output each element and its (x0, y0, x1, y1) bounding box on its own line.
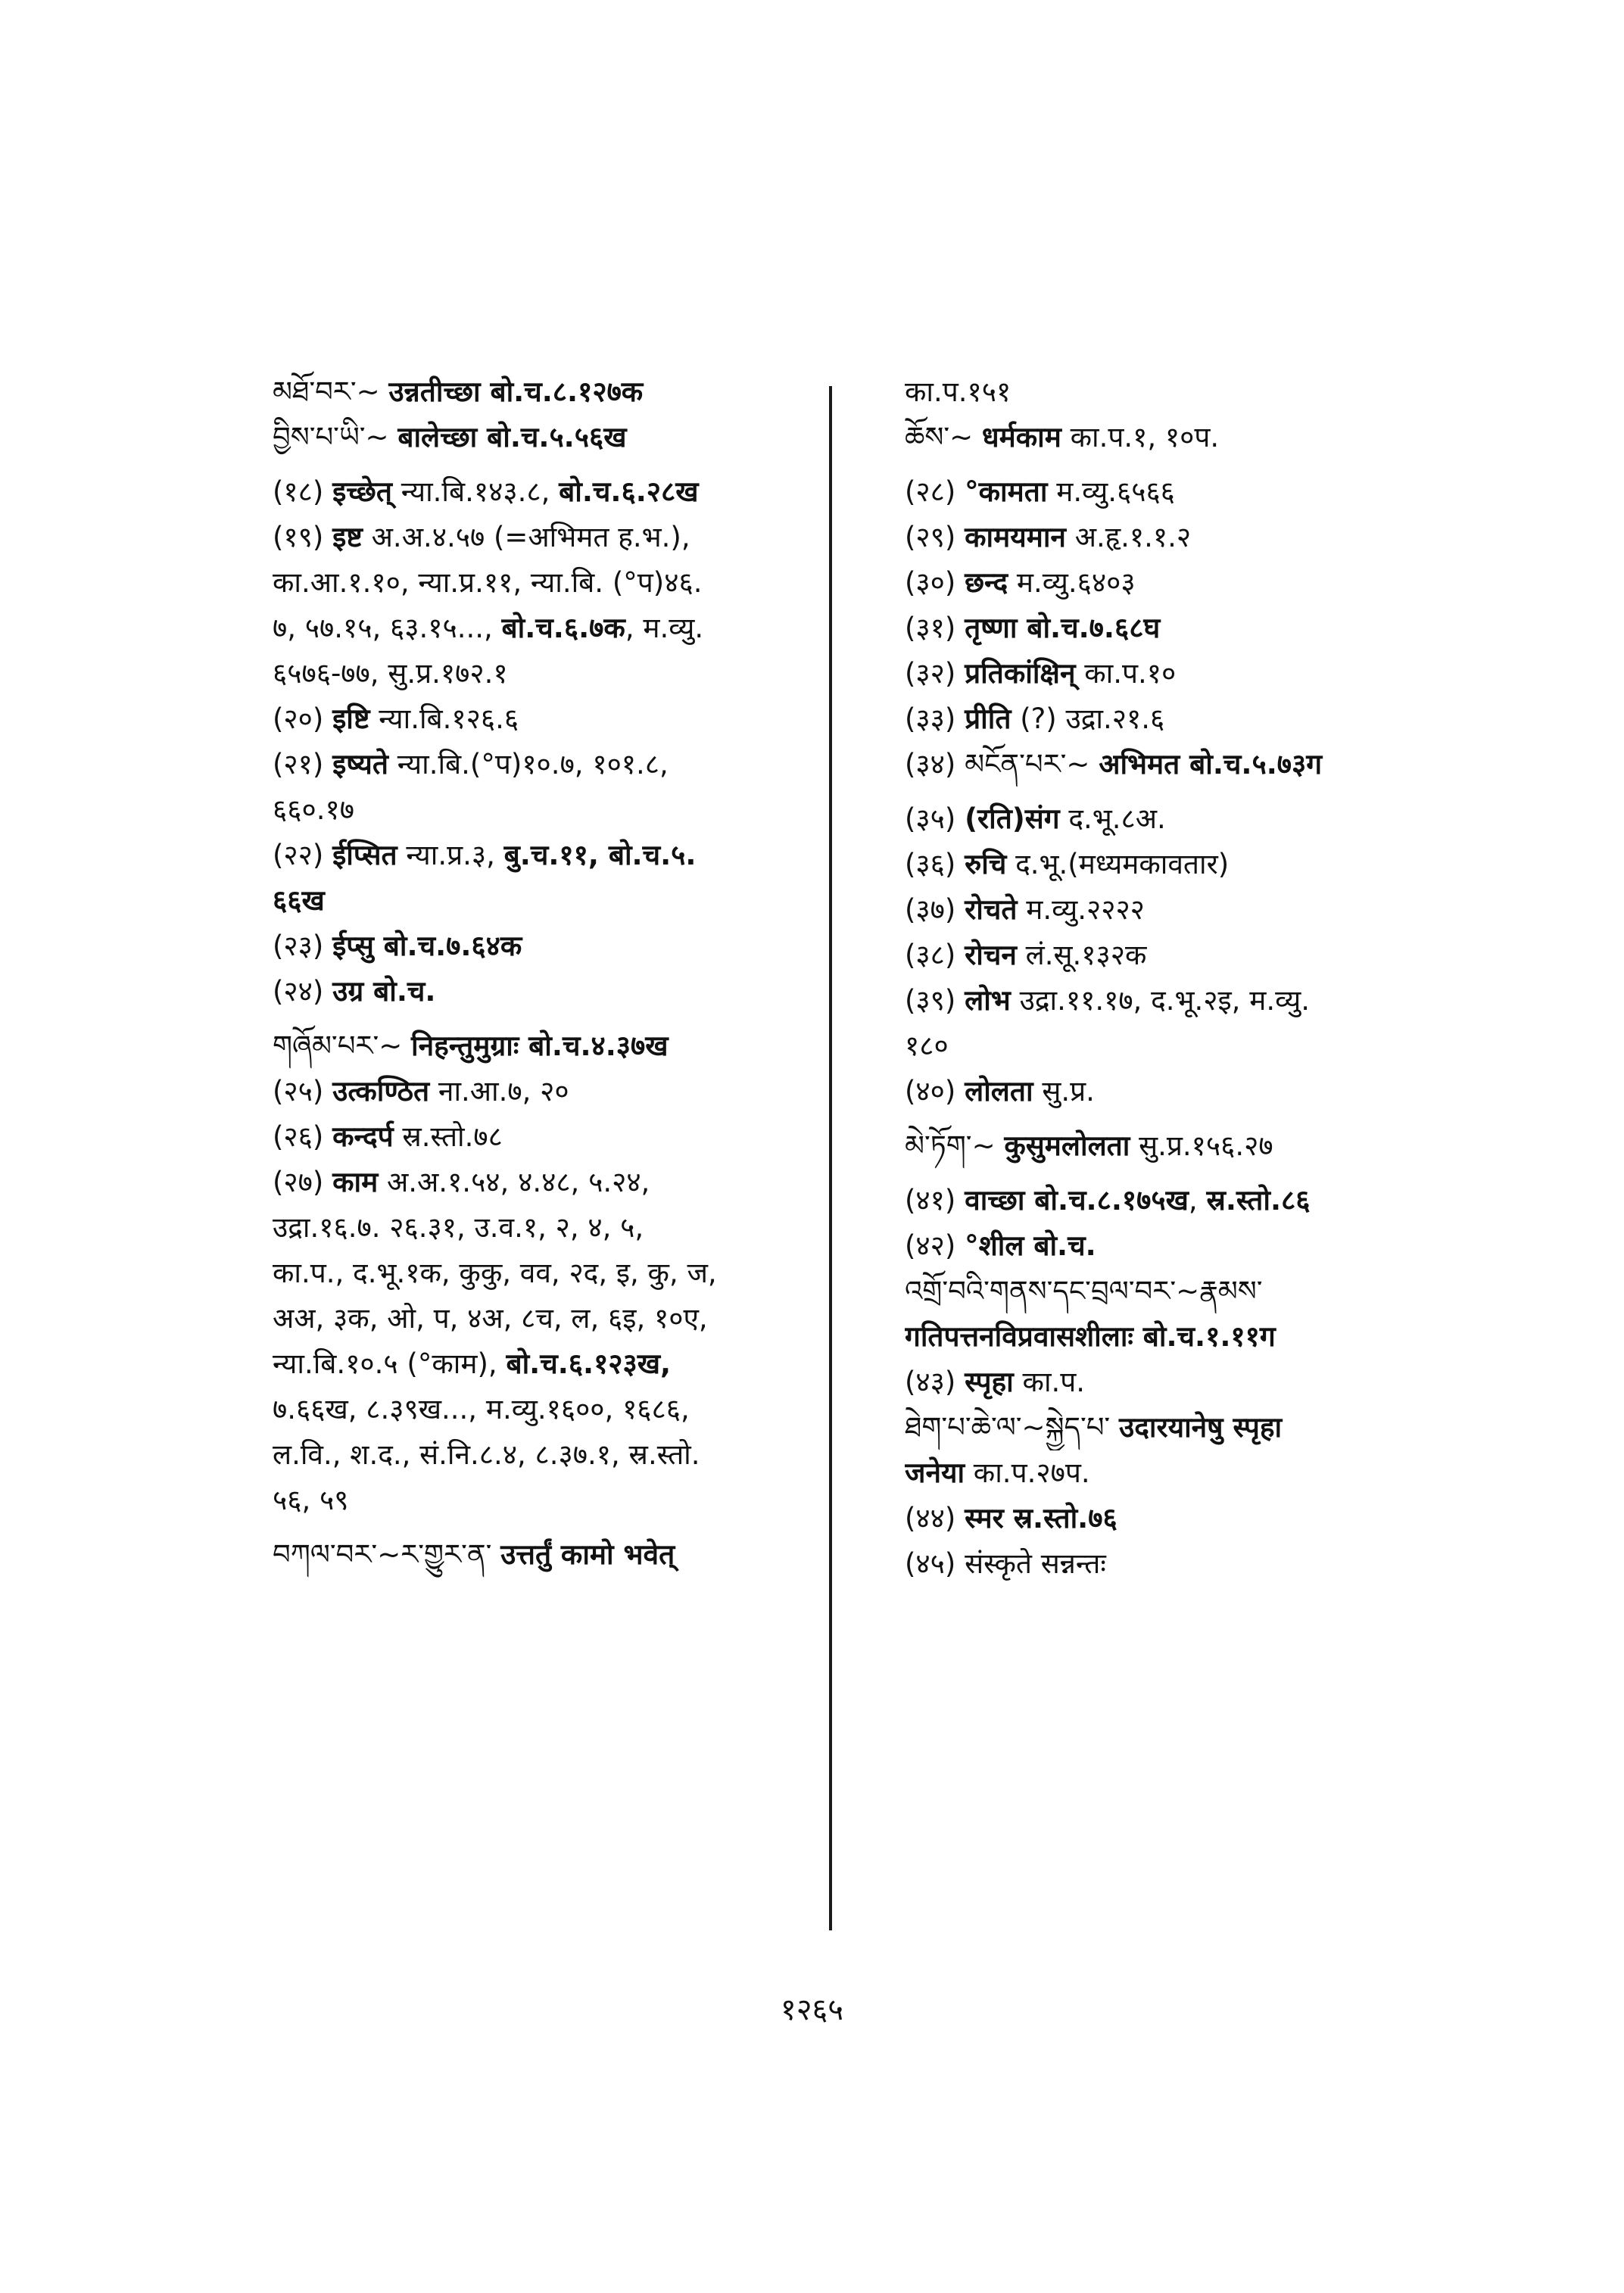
entry-line (905, 887, 1465, 933)
entry-line (905, 515, 1465, 560)
entry-line (905, 1269, 1465, 1314)
entry-text: लं.सू.१३२क (1016, 939, 1147, 971)
entry-text: (४४) (905, 1502, 965, 1534)
entry-text: (३२) (905, 657, 965, 690)
entry-text: བྱིས་པ་ཡི་~ (273, 421, 398, 453)
entry-term: उन्नतीच्छा (388, 375, 481, 408)
entry-text: (४२) (905, 1229, 965, 1262)
right-column (905, 369, 1465, 1587)
entry-term: इष्यते (332, 748, 388, 780)
entry-line (273, 1114, 818, 1160)
entry-line (905, 469, 1465, 515)
entry-text: का.प. (1013, 1366, 1086, 1398)
entry-text: द.भू.८अ. (1059, 802, 1166, 835)
entry-line (273, 1160, 818, 1205)
entry-term: बो.च.६.७क (501, 612, 625, 644)
entry-line (273, 1023, 818, 1069)
entry-term: उग्र बो.च. (332, 975, 436, 1008)
entry-line (273, 1251, 818, 1296)
entry-text: ६५७६-७७, सु.प्र.१७२.१ (273, 657, 508, 690)
entry-text: , म.व्यु. (625, 612, 704, 644)
entry-text: (२५) (273, 1075, 333, 1108)
entry-text: འགྲོ་བའི་གནས་དང་བྲལ་བར་~རྣམས་ (905, 1275, 1263, 1307)
entry-line (273, 1532, 818, 1578)
entry-text: न्या.बि.१४३.८, (391, 475, 560, 508)
entry-text: (१९) (273, 521, 333, 553)
entry-text: (२१) (273, 748, 333, 780)
entry-term: उदारयानेषु स्पृहा (1118, 1411, 1283, 1444)
entry-term: वाच्छा बो.च.८.१७५ख (965, 1184, 1189, 1217)
entry-text: म.व्यु.६४०३ (1008, 566, 1136, 599)
entry-text: (२९) (905, 521, 965, 553)
entry-term: स्मर स्र.स्तो.७६ (965, 1502, 1117, 1534)
entry-line (273, 1341, 818, 1387)
entry-line (905, 742, 1465, 787)
entry-text: (३६) (905, 848, 965, 880)
entry-line (273, 787, 818, 833)
entry-line (905, 1541, 1465, 1587)
entry-term: काम (332, 1166, 379, 1198)
entry-line (905, 978, 1465, 1023)
entry-line (273, 833, 818, 878)
entry-term: उत्तर्तुं कामो भवेत् (500, 1538, 675, 1571)
entry-line (905, 1496, 1465, 1541)
entry-term: अभिमत बो.च.५.७३ग (1099, 748, 1323, 780)
entry-term: ईप्सु बो.च.७.६४क (332, 930, 522, 962)
entry-line (273, 1205, 818, 1251)
entry-text: (४३) (905, 1366, 965, 1398)
entry-term: °कामता (965, 475, 1048, 508)
entry-text: (२२) (273, 839, 333, 871)
entry-line (273, 560, 818, 606)
entry-text: अ.अ.४.५७ (=अभिमत ह.भ.), (362, 521, 690, 553)
entry-term: जनेया (905, 1456, 965, 1489)
entry-text: (२३) (273, 930, 333, 962)
entry-text: न्या.बि.१०.५ (°काम), (273, 1347, 507, 1380)
entry-term: कामयमान (965, 521, 1066, 553)
entry-term: रोचन (965, 939, 1017, 971)
entry-text: མཐོ་བར་~ (273, 375, 389, 408)
entry-text: का.प., द.भू.१क, कुकु, वव, २द, इ, कु, ज, (273, 1257, 717, 1289)
entry-text: (२६) (273, 1120, 333, 1153)
entry-text: म.व्यु.६५६६ (1047, 475, 1175, 508)
entry-text: (४५) संस्कृते सन्नन्तः (905, 1547, 1106, 1580)
entry-line (273, 969, 818, 1014)
entry-line (273, 606, 818, 651)
entry-text: ཐེག་པ་ཆེ་ལ་~སྐྱེད་པ་ (905, 1411, 1119, 1444)
column-divider (829, 386, 832, 1930)
entry-line (905, 1360, 1465, 1405)
entry-text: अअ, ३क, ओ, प, ४अ, ८च, ल, ६इ, १०ए, (273, 1302, 708, 1335)
entry-text: (३४) མངོན་པར་~ (905, 748, 1099, 780)
entry-term: ईप्सित (332, 839, 397, 871)
entry-line (905, 1023, 1465, 1069)
entry-term: रोचते (965, 893, 1018, 926)
entry-line (273, 415, 818, 460)
entry-term: निहन्तुमुग्राः बो.च.४.३७ख (411, 1030, 669, 1062)
entry-text: सु.प्र. (1033, 1075, 1095, 1108)
entry-text: न्या.बि.१२६.६ (369, 703, 519, 735)
entry-text: १८० (905, 1030, 949, 1062)
entry-text: का.प.१, १०प. (1061, 421, 1220, 453)
entry-term: स्पृहा (965, 1366, 1014, 1398)
entry-term: बालेच्छा बो.च.५.५६ख (397, 421, 627, 453)
entry-line (905, 1123, 1465, 1169)
entry-line (273, 469, 818, 515)
entry-line (905, 606, 1465, 651)
entry-text: ५६, ५९ (273, 1484, 349, 1516)
entry-line (273, 878, 818, 924)
entry-text: अ.हृ.१.१.२ (1065, 521, 1192, 553)
entry-text: का.प.१० (1075, 657, 1177, 690)
entry-text: स्र.स्तो.७८ (393, 1120, 503, 1153)
entry-text: म.व्यु.२२२२ (1017, 893, 1145, 926)
entry-term: उत्कण्ठित (332, 1075, 430, 1108)
entry-line (273, 924, 818, 969)
entry-line (273, 742, 818, 787)
entry-text: , (1188, 1184, 1207, 1217)
entry-text: अ.अ.१.५४, ४.४८, ५.२४, (378, 1166, 650, 1198)
entry-text: (४०) (905, 1075, 965, 1108)
entry-line (905, 796, 1465, 842)
entry-term: ६६ख (273, 884, 325, 917)
entry-term: रुचि (965, 848, 1007, 880)
entry-text: (३१) (905, 612, 965, 644)
entry-line (905, 1405, 1465, 1450)
entry-text: उद्रा.११.१७, द.भू.२इ, म.व्यु. (1010, 984, 1310, 1017)
entry-text: མེ་ཏོག་~ (905, 1129, 1005, 1162)
entry-line (905, 560, 1465, 606)
entry-text: (२७) (273, 1166, 333, 1198)
entry-term: कन्दर्प (332, 1120, 394, 1153)
entry-line (905, 369, 1465, 415)
entry-text: ७.६६ख, ८.३९ख..., म.व्यु.१६००, १६८६, (273, 1393, 690, 1425)
entry-line (905, 1223, 1465, 1269)
entry-term: लोभ (965, 984, 1011, 1017)
page-number: १२६५ (780, 1992, 844, 2027)
entry-line (273, 1069, 818, 1114)
entry-line (905, 1314, 1465, 1360)
entry-text: གཞོམ་པར་~ (273, 1030, 411, 1062)
entry-text: ल.वि., श.द., सं.नि.८.४, ८.३७.१, स्र.स्तो. (273, 1438, 700, 1471)
entry-line (905, 415, 1465, 460)
entry-term: स्र.स्तो.८६ (1206, 1184, 1311, 1217)
entry-term: कुसुमलोलता (1004, 1129, 1130, 1162)
entry-text: (४१) (905, 1184, 965, 1217)
left-column (273, 369, 818, 1578)
entry-line (273, 1296, 818, 1341)
entry-term: छन्द (965, 566, 1008, 599)
entry-term: इष्टि (332, 703, 370, 735)
entry-text: द.भू.(मध्यमकावतार) (1006, 848, 1230, 880)
entry-line (273, 1432, 818, 1478)
entry-text: བཀལ་བར་~ར་གྱུར་ན་ (273, 1538, 501, 1571)
entry-line (905, 933, 1465, 978)
entry-line (905, 1450, 1465, 1496)
entry-term: (रति)संग (965, 802, 1060, 835)
entry-line (905, 1069, 1465, 1114)
entry-text: न्या.प्र.३, (397, 839, 504, 871)
entry-text: (३८) (905, 939, 965, 971)
entry-line (273, 651, 818, 696)
entry-term: इच्छेत् (332, 475, 392, 508)
entry-line (273, 515, 818, 560)
entry-term: लोलता (965, 1075, 1033, 1108)
entry-term: प्रीति (965, 703, 1011, 735)
entry-line (273, 1387, 818, 1432)
entry-text: ना.आ.७, २० (429, 1075, 569, 1108)
entry-line (273, 1478, 818, 1523)
entry-text: का.प.१५१ (905, 375, 1011, 408)
entry-text: (३३) (905, 703, 965, 735)
entry-term: °शील बो.च. (965, 1229, 1096, 1262)
entry-text: (३०) (905, 566, 965, 599)
entry-text: (३९) (905, 984, 965, 1017)
entry-term: बो.च.६.२८ख (559, 475, 699, 508)
entry-text: न्या.बि.(°प)१०.७, १०१.८, (388, 748, 669, 780)
entry-text: (?) उद्रा.२१.६ (1011, 703, 1165, 735)
entry-text: उद्रा.१६.७. २६.३१, उ.व.१, २, ४, ५, (273, 1211, 644, 1244)
entry-line (273, 369, 818, 415)
entry-text: का.आ.१.१०, न्या.प्र.११, न्या.बि. (°प)४६. (273, 566, 703, 599)
entry-text: (२८) (905, 475, 965, 508)
entry-text: का.प.२७प. (965, 1456, 1090, 1489)
entry-text: (२०) (273, 703, 333, 735)
entry-term: बु.च.११, बो.च.५. (503, 839, 697, 871)
entry-term: प्रतिकांक्षिन् (965, 657, 1076, 690)
entry-term: बो.च.६.१२३ख, (506, 1347, 672, 1380)
entry-line (905, 842, 1465, 887)
entry-term: तृष्णा बो.च.७.६८घ (965, 612, 1161, 644)
entry-text: (२४) (273, 975, 333, 1008)
entry-line (273, 696, 818, 742)
entry-term: गतिपत्तनविप्रवासशीलाः बो.च.१.११ग (905, 1320, 1276, 1353)
entry-text: ཆོས་~ (905, 421, 982, 453)
entry-text: (१८) (273, 475, 333, 508)
entry-text: (३५) (905, 802, 965, 835)
entry-text: ६६०.१७ (273, 793, 354, 826)
entry-line (905, 696, 1465, 742)
entry-term: इष्ट (332, 521, 363, 553)
entry-term: बो.च.८.१२७क (480, 375, 644, 408)
entry-line (905, 651, 1465, 696)
entry-term: धर्मकाम (981, 421, 1061, 453)
entry-text: सु.प्र.१५६.२७ (1130, 1129, 1273, 1162)
entry-text: ७, ५७.१५, ६३.१५..., (273, 612, 502, 644)
entry-line (905, 1178, 1465, 1223)
entry-text: (३७) (905, 893, 965, 926)
